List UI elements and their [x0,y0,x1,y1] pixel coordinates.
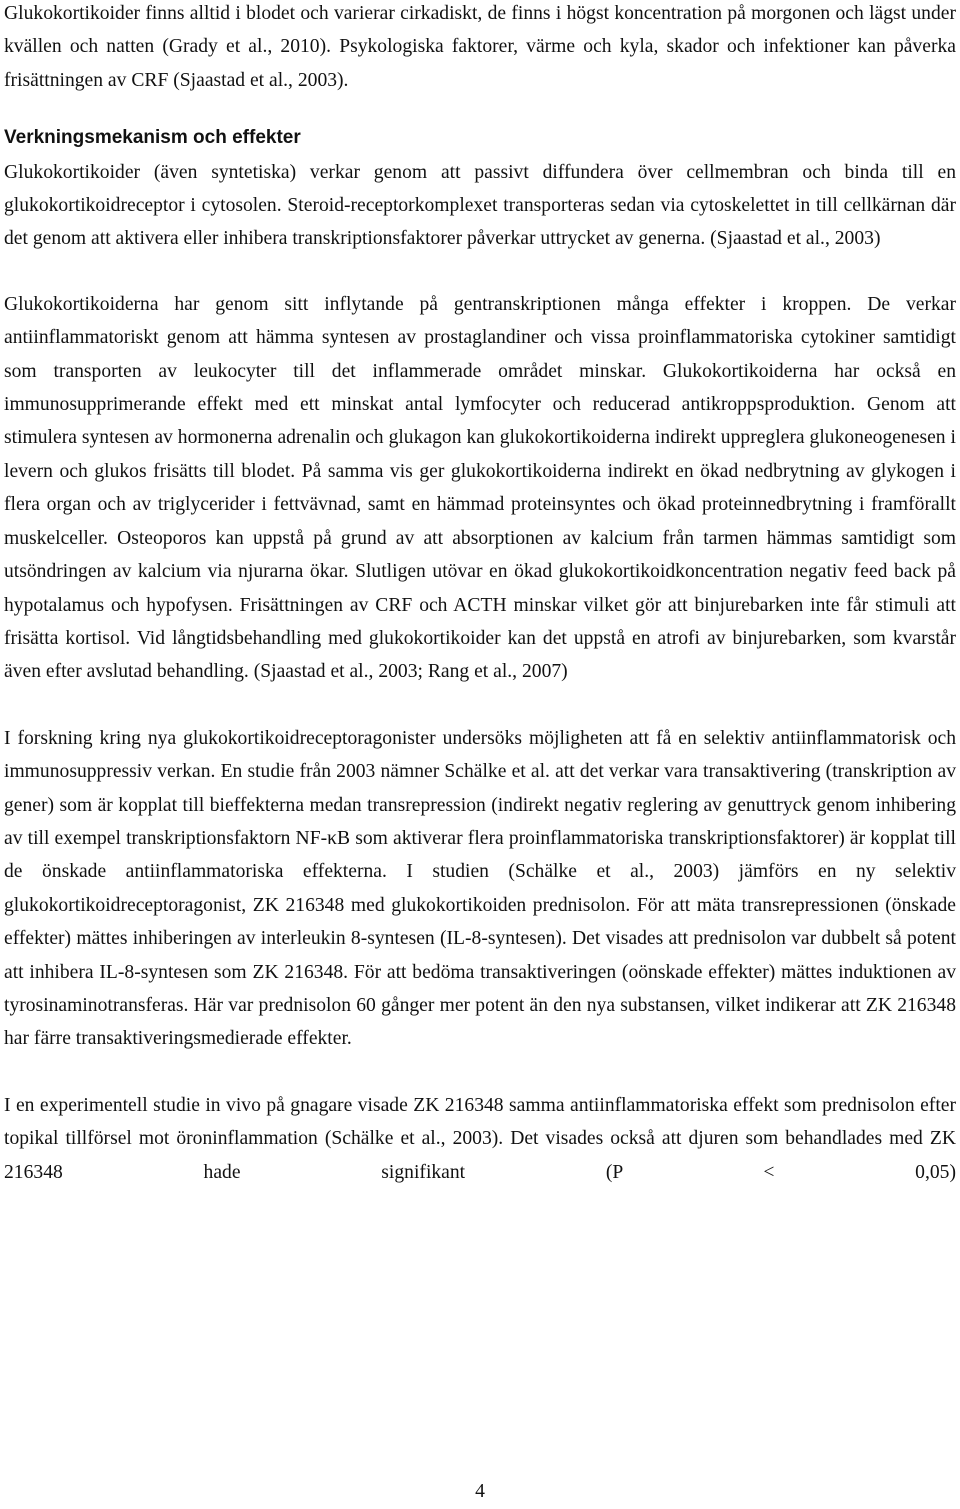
paragraph-glucocorticoid-circadian: Glukokortikoider finns alltid i blodet och varierar cirkadiskt, de finns i högst koncentration på morgonen och lägst under kvällen och natten (Grady et al., 2010). Psykologiska faktorer, värme och kyla, skador och infektioner kan påverka frisättningen av CRF (Sjaastad et al., 2003). [4,3,956,91]
paragraph-research: I forskning kring nya glukokortikoidreceptoragonister undersöks möjligheten att få en selektiv antiinflammatorisk och immunosuppressiv verkan. En studie från 2003 nämner Schälke et al. att det verkar vara transaktivering (transkription av gener) som är kopplat till bieffekterna medan transrepression (indirekt negativ reglering av genuttryck genom inhibering av till exempel transkriptionsfaktorn NF-κB som aktiverar flera proinflammatoriska transkriptionsfaktorer) är kopplat till de önskade antiinflammatoriska effekterna. I studien (Schälke et al., 2003) jämförs en ny selektiv glukokortikoidreceptoragonist, ZK 216348 med glukokortikoiden prednisolon. För att mäta transrepressionen (önskade effekter) mättes inhiberingen av interleukin 8-syntesen (IL-8-syntesen). Det visades att prednisolon var dubbelt så potent att inhibera IL-8-syntesen som ZK 216348. För att bedöma transaktiveringen (oönskade effekter) mättes induktionen av tyrosinaminotransferas. Här var prednisolon 60 gånger mer potent än den nya substansen, vilket indikerar att ZK 216348 har färre transaktiveringsmedierade effekter. [4,727,956,1050]
paragraph-mechanism: Glukokortikoider (även syntetiska) verkar genom att passivt diffundera över cellmembran och binda till en glukokortikoidreceptor i cytosolen. Steroid-receptorkomplexet transporteras sedan via cytoskelettet in till cellkärnan där det genom att aktivera eller inhibera transkriptionsfaktorer påverkar uttrycket av generna. (Sjaastad et al., 2003) [4,161,956,250]
page-number: 4 [475,1481,485,1502]
paragraph-effects: Glukokortikoiderna har genom sitt inflytande på gentranskriptionen många effekter i kroppen. De verkar antiinflammatoriskt genom att hämma syntesen av prostaglandiner och vissa proinflammatoriska cytokiner samtidigt som transporten av leukocyter till det inflammerade området minskar. Glukokortikoiderna har också en immunosupprimerande effekt med ett minskat antal lymfocyter och reducerad antikroppsproduktion. Genom att stimulera syntesen av hormonerna adrenalin och glukagon kan glukokortikoiderna indirekt uppreglera glukoneogenesen i levern och glukos frisätts till blodet. På samma vis ger glukokortikoiderna indirekt en ökad nedbrytning av glykogen i flera organ och av triglycerider i fettvävnad, samt en hämmad proteinsyntes och ökad proteinnedbrytning i framförallt muskelceller. Osteoporos kan uppstå på grund av att absorptionen av kalcium från tarmen hämmas samtidigt som utsöndringen av kalcium via njurarna ökar. Slutligen utövar en ökad glukokortikoidkoncentration negativ feed back på hypotalamus och hypofysen. Frisättningen av CRF och ACTH minskar vilket gör att binjurebarken inte får stimuli att frisätta kortisol. Vid långtidsbehandling med glukokortikoider kan det uppstå en atrofi av binjurebarken, som kvarstår även efter avslutad behandling. (Sjaastad et al., 2003; Rang et al., 2007) [4,293,956,683]
section-heading-mechanism: Verkningsmekanism och effekter [4,127,301,149]
document-page [4,0,956,1189]
paragraph-in-vivo-study: I en experimentell studie in vivo på gnagare visade ZK 216348 samma antiinflammatoriska effekt som prednisolon efter topikal tillförsel mot öroninflammation (Schälke et al., 2003). Det visades också att djuren som behandlades med ZK 216348 hade signifikant (P < 0,05) [4,1094,956,1183]
